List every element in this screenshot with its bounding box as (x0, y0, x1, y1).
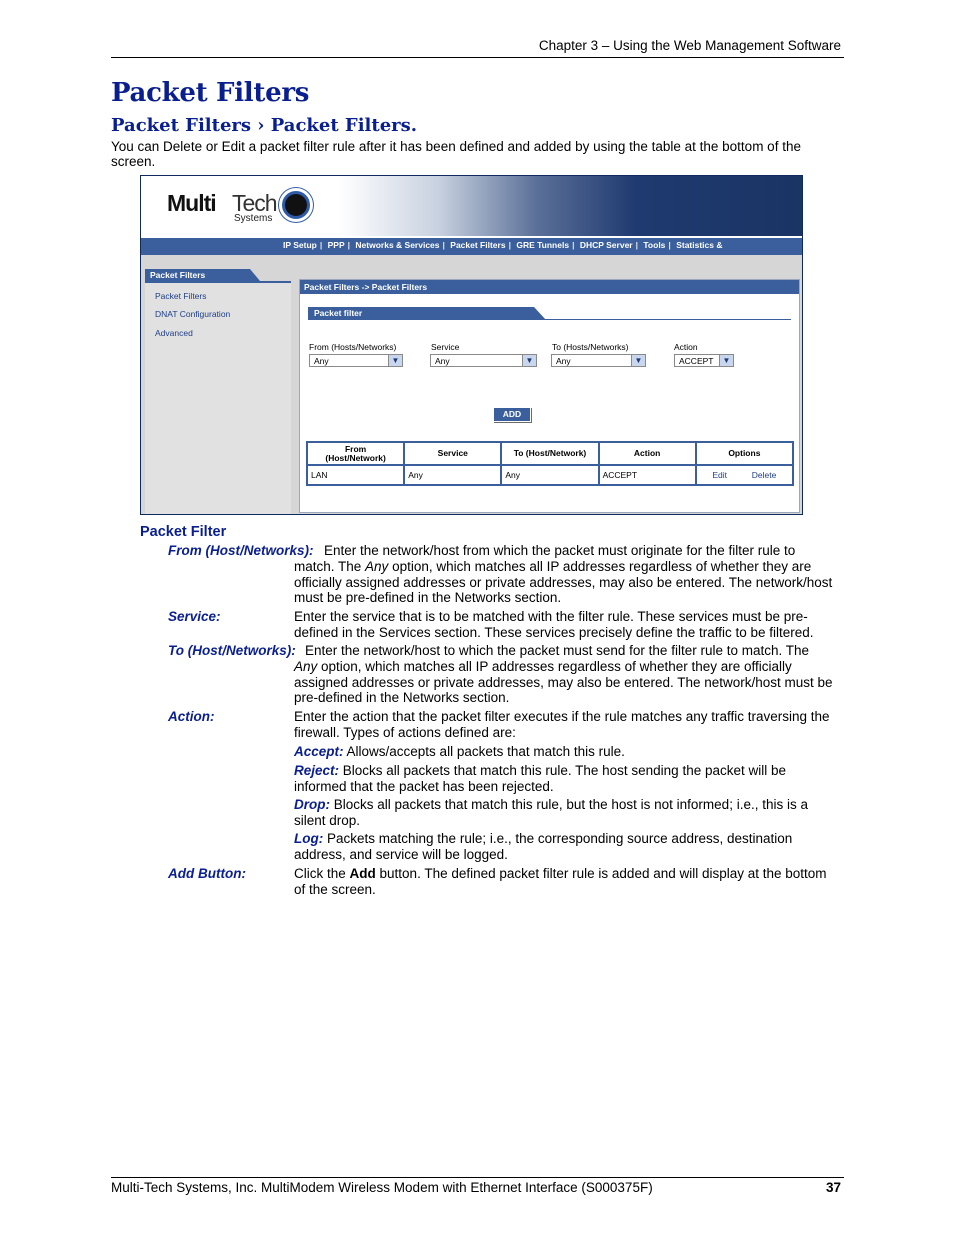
action-term: Action: (168, 709, 215, 724)
intro-paragraph: You can Delete or Edit a packet filter rule after it has been defined and added by using the table at the bottom of the screen. (111, 139, 801, 169)
accept-term: Accept: (294, 744, 344, 759)
footer-rule (111, 1177, 844, 1178)
row-service: Any (404, 465, 501, 485)
sidebar-heading-tail (250, 269, 260, 281)
from-def-a: match. The (294, 559, 366, 574)
drop-term: Drop: (294, 797, 330, 812)
add-button-term: Add Button: (168, 866, 246, 881)
to-label: To (Hosts/Networks) (552, 342, 629, 352)
section-subtitle: Packet Filters › Packet Filters. (111, 115, 418, 136)
drop-definition (294, 797, 840, 828)
footer-text: Multi-Tech Systems, Inc. MultiModem Wireless Modem with Ethernet Interface (S000375F) (111, 1180, 653, 1195)
nav-item-tools[interactable]: Tools (643, 240, 666, 250)
nav-item-ppp[interactable]: PPP (327, 240, 345, 250)
row-from: LAN (307, 465, 404, 485)
nav-separator: | (508, 240, 511, 250)
table-header-from-line1: From (344, 443, 367, 454)
nav-separator: | (442, 240, 445, 250)
table-header-from-line2: (Host/Network) (325, 452, 386, 463)
packet-filter-heading: Packet Filter (140, 524, 227, 540)
accept-definition (294, 744, 840, 760)
logo-dot-icon (285, 194, 307, 216)
to-def-any: Any (294, 659, 318, 674)
page-title: Packet Filters (111, 78, 310, 108)
add-def-bold: Add (349, 866, 376, 881)
logo-tech-text: Tech (232, 190, 277, 216)
nav-item-dhcp-server[interactable]: DHCP Server (579, 240, 633, 250)
chevron-down-icon: ▼ (631, 355, 645, 366)
delete-link[interactable]: Delete (751, 470, 777, 480)
from-def-c: option, which matches all IP addresses regardless of whether they are officially assigned addresses or private addresses, may also be entered. The network/host must be pre-defined in the Networks section. (294, 559, 833, 605)
packet-filter-rule (308, 319, 791, 320)
row-to: Any (501, 465, 598, 485)
logo-multi-text: Multi (167, 190, 216, 216)
add-button[interactable]: ADD (493, 407, 531, 422)
reject-term: Reject: (294, 763, 340, 778)
nav-separator: | (668, 240, 671, 250)
log-text: Packets matching the rule; i.e., the corresponding source address, destination address, and service will be logged. (294, 831, 793, 862)
service-select-value: Any (435, 356, 450, 366)
nav-bar (141, 236, 802, 255)
drop-text: Blocks all packets that match this rule, but the host is not informed; i.e., this is a silent drop. (294, 797, 808, 828)
accept-text: Allows/accepts all packets that match this rule. (343, 744, 625, 759)
from-select[interactable] (309, 354, 403, 367)
to-definition (294, 659, 840, 706)
to-def-b: option, which matches all IP addresses regardless of whether they are officially assigned addresses or private addresses, may also be entered. The network/host must be pre-defined in the Networks section. (294, 659, 833, 705)
logo-systems-text: Systems (234, 213, 273, 224)
service-select[interactable] (430, 354, 537, 367)
table-row (307, 465, 793, 485)
edit-link[interactable]: Edit (712, 470, 728, 480)
from-label: From (Hosts/Networks) (309, 342, 397, 352)
header-rule (111, 57, 844, 58)
to-select-value: Any (556, 356, 571, 366)
table-header-action: Action (599, 442, 696, 465)
sidebar-item-advanced[interactable]: Advanced (155, 328, 193, 338)
sidebar-heading: Packet Filters (145, 269, 250, 281)
screenshot-figure (140, 175, 803, 515)
nav-separator: | (319, 240, 323, 250)
chevron-down-icon: ▼ (522, 355, 536, 366)
chapter-header: Chapter 3 – Using the Web Management Software (538, 38, 841, 53)
sidebar-item-dnat-configuration[interactable]: DNAT Configuration (155, 309, 231, 319)
action-label: Action (674, 342, 698, 352)
reject-text: Blocks all packets that match this rule. The host sending the packet will be informed that the packet has been rejected. (294, 763, 786, 794)
from-definition (294, 559, 840, 606)
main-panel-title: Packet Filters -> Packet Filters (300, 280, 799, 294)
service-label: Service (431, 342, 460, 352)
add-button-definition (294, 866, 840, 897)
main-panel (299, 279, 800, 513)
nav-item-gre-tunnels[interactable]: GRE Tunnels (516, 240, 570, 250)
page-number: 37 (825, 1180, 841, 1195)
to-select[interactable] (551, 354, 646, 367)
to-definition-line1: Enter the network/host to which the packet must send for the filter rule to match. The (305, 643, 810, 658)
packet-filter-tab: Packet filter (308, 307, 534, 319)
log-term: Log: (294, 831, 324, 846)
nav-separator: | (635, 240, 638, 250)
table-header-row (307, 442, 793, 465)
nav-item-networks-services[interactable]: Networks & Services (355, 240, 440, 250)
from-term: From (Host/Networks): (168, 543, 314, 558)
row-action: ACCEPT (599, 465, 696, 485)
add-def-c: button. The defined packet filter rule is added and will display at the bottom of the screen. (294, 866, 827, 897)
service-definition: Enter the service that is to be matched with the filter rule. These services must be pre-defined in the Services section. These services precisely define the traffic to be filtered. (294, 609, 814, 640)
action-definition: Enter the action that the packet filter executes if the rule matches any traffic traversing the firewall. Types of actions defined are: (294, 709, 830, 740)
chevron-down-icon: ▼ (388, 355, 402, 366)
log-definition (294, 831, 840, 862)
from-definition-line1: Enter the network/host from which the packet must originate for the filter rule to (324, 543, 796, 558)
service-term: Service: (168, 609, 221, 624)
action-select-value: ACCEPT (679, 356, 714, 366)
table-header-from (307, 442, 404, 465)
nav-item-ip-setup[interactable]: IP Setup (283, 240, 317, 250)
nav-items (283, 240, 725, 250)
from-def-any: Any (365, 559, 389, 574)
table-header-service: Service (404, 442, 501, 465)
to-term: To (Host/Networks): (168, 643, 296, 658)
add-def-a: Click the (294, 866, 350, 881)
chevron-down-icon: ▼ (719, 355, 733, 366)
from-select-value: Any (314, 356, 329, 366)
table-header-options: Options (696, 442, 793, 465)
nav-item-packet-filters[interactable]: Packet Filters (450, 240, 506, 250)
row-options (696, 465, 793, 485)
nav-item-statistics[interactable]: Statistics & (676, 240, 723, 250)
table-header-to: To (Host/Network) (501, 442, 598, 465)
sidebar-item-packet-filters[interactable]: Packet Filters (155, 291, 207, 301)
nav-separator: | (572, 240, 575, 250)
rules-table (306, 441, 794, 486)
reject-definition (294, 763, 840, 794)
action-select[interactable] (674, 354, 734, 367)
nav-separator: | (347, 240, 351, 250)
